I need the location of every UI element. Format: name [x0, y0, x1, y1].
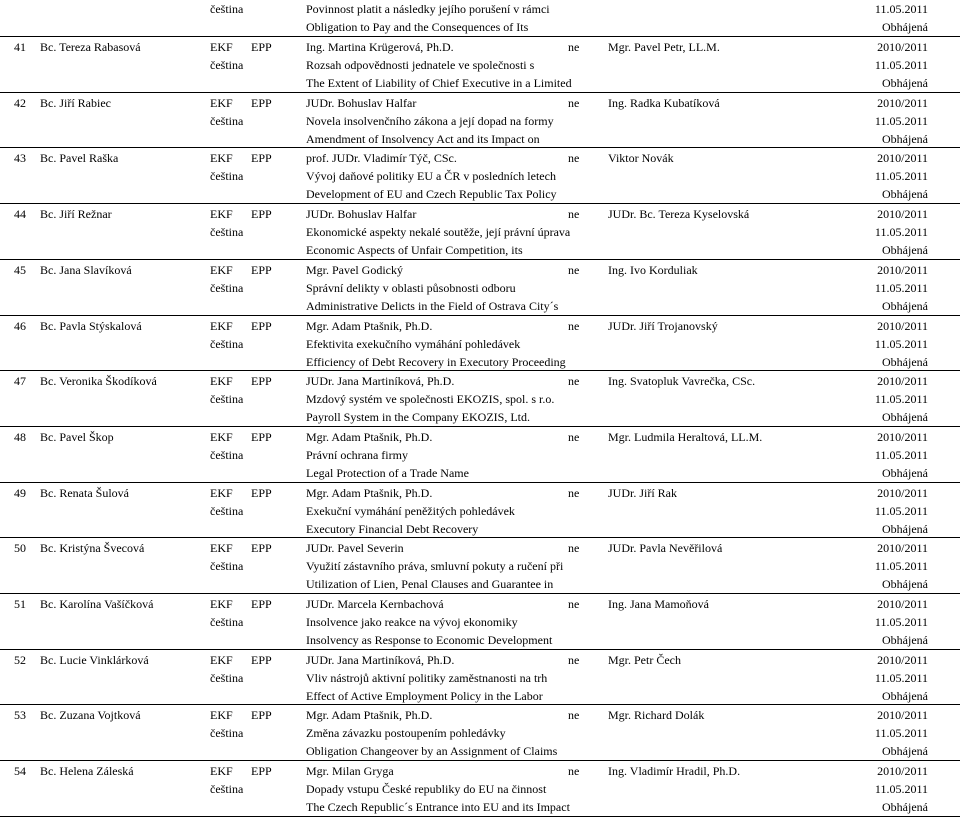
program: EPP: [251, 708, 272, 723]
thesis-title-cz: Mzdový systém ve společnosti EKOZIS, spol. s r.o.: [306, 392, 555, 407]
defense-result: Obhájená: [882, 410, 928, 425]
entry-row-title-en: [0, 631, 960, 649]
supervisor: JUDr. Bohuslav Halfar: [306, 207, 417, 222]
opponent: JUDr. Jiří Trojanovský: [608, 318, 718, 333]
student-name: Bc. Renata Šulová: [40, 485, 129, 500]
entry-number: 50: [14, 541, 26, 556]
defense-result: Obhájená: [882, 688, 928, 703]
program: EPP: [251, 485, 272, 500]
row-divider: [0, 649, 960, 650]
thesis-title-cz: Právní ochrana firmy: [306, 447, 408, 462]
row-divider: [0, 816, 960, 817]
entry-row-title-cz: [0, 557, 960, 575]
supervisor: JUDr. Jana Martiníková, Ph.D.: [306, 374, 455, 389]
flag-ne: ne: [568, 708, 580, 723]
language: čeština: [210, 670, 244, 685]
student-name: Bc. Jiří Rabiec: [40, 95, 111, 110]
supervisor: Mgr. Adam Ptašnik, Ph.D.: [306, 318, 433, 333]
flag-ne: ne: [568, 374, 580, 389]
faculty: EKF: [210, 40, 233, 54]
entry-row-title-en: [0, 408, 960, 426]
language: čeština: [210, 726, 244, 741]
defense-result: Obhájená: [882, 521, 928, 536]
entry-row-title-en: [0, 464, 960, 482]
academic-year: 2010/2011: [877, 485, 928, 500]
defense-result: Obhájená: [882, 354, 928, 369]
flag-ne: ne: [568, 429, 580, 444]
thesis-title-cz: Vývoj daňové politiky EU a ČR v posledních letech: [306, 169, 556, 184]
faculty: EKF: [210, 207, 233, 222]
flag-ne: ne: [568, 95, 580, 110]
supervisor: Mgr. Adam Ptašnik, Ph.D.: [306, 429, 433, 444]
opponent: Ing. Jana Mamoňová: [608, 597, 709, 611]
student-name: Bc. Tereza Rabasová: [40, 40, 141, 54]
entry-number: 52: [14, 652, 26, 667]
faculty: EKF: [210, 374, 233, 389]
thesis-title-cz: Insolvence jako reakce na vývoj ekonomiky: [306, 615, 518, 629]
supervisor: Ing. Martina Krügerová, Ph.D.: [306, 40, 454, 54]
row-divider: [0, 593, 960, 594]
thesis-title-en: Amendment of Insolvency Act and its Impact on: [306, 131, 540, 146]
student-name: Bc. Pavla Stýskalová: [40, 318, 142, 333]
faculty: EKF: [210, 541, 233, 556]
entry-row-title-cz: [0, 335, 960, 353]
flag-ne: ne: [568, 597, 580, 611]
top-row-lang: [0, 0, 960, 18]
faculty: EKF: [210, 262, 233, 277]
language: čeština: [210, 615, 244, 629]
entry-row-header: [0, 38, 960, 56]
entry-row-header: [0, 149, 960, 167]
faculty: EKF: [210, 485, 233, 500]
entry-row-title-en: [0, 575, 960, 593]
entry-number: 41: [14, 40, 26, 54]
entry-number: 46: [14, 318, 26, 333]
entry-number: 44: [14, 207, 26, 222]
flag-ne: ne: [568, 541, 580, 556]
entry-row-title-cz: [0, 112, 960, 130]
program: EPP: [251, 541, 272, 556]
entry-row-title-cz: [0, 390, 960, 408]
entry-row-header: [0, 205, 960, 223]
academic-year: 2010/2011: [877, 262, 928, 277]
thesis-title-cz: Povinnost platit a následky jejího porušení v rámci: [306, 2, 550, 16]
thesis-title-en: Economic Aspects of Unfair Competition, its: [306, 243, 523, 258]
defense-result: Obhájená: [882, 20, 928, 34]
row-divider: [0, 259, 960, 260]
supervisor: Mgr. Pavel Godický: [306, 262, 403, 277]
thesis-title-en: Administrative Delicts in the Field of Ostrava City´s: [306, 298, 559, 313]
entry-row-title-cz: [0, 724, 960, 742]
entry-number: 43: [14, 151, 26, 166]
row-divider: [0, 315, 960, 316]
student-name: Bc. Karolína Vašíčková: [40, 597, 154, 611]
supervisor: Mgr. Adam Ptašnik, Ph.D.: [306, 485, 433, 500]
program: EPP: [251, 597, 272, 611]
flag-ne: ne: [568, 262, 580, 277]
row-divider: [0, 203, 960, 204]
row-divider: [0, 760, 960, 761]
program: EPP: [251, 374, 272, 389]
entry-number: 42: [14, 95, 26, 110]
entry-row-title-en: [0, 353, 960, 371]
faculty: EKF: [210, 652, 233, 667]
program: EPP: [251, 95, 272, 110]
thesis-title-en: Obligation Changeover by an Assignment of Claims: [306, 744, 558, 759]
academic-year: 2010/2011: [877, 652, 928, 667]
entry-number: 48: [14, 429, 26, 444]
language: čeština: [210, 113, 244, 128]
row-divider: [0, 704, 960, 705]
defense-result: Obhájená: [882, 633, 928, 647]
entry-row-title-cz: [0, 167, 960, 185]
academic-year: 2010/2011: [877, 40, 928, 54]
defense-result: Obhájená: [882, 187, 928, 202]
program: EPP: [251, 207, 272, 222]
opponent: JUDr. Pavla Nevěřilová: [608, 541, 723, 556]
top-row-en: [0, 18, 960, 36]
entry-row-title-cz: [0, 279, 960, 297]
faculty: EKF: [210, 597, 233, 611]
academic-year: 2010/2011: [877, 597, 928, 611]
entry-number: 53: [14, 708, 26, 723]
flag-ne: ne: [568, 318, 580, 333]
entry-row-title-cz: [0, 669, 960, 687]
entry-row-title-en: [0, 297, 960, 315]
faculty: EKF: [210, 708, 233, 723]
thesis-title-cz: Novela insolvenčního zákona a její dopad na formy: [306, 113, 554, 128]
supervisor: JUDr. Pavel Severin: [306, 541, 404, 556]
row-divider: [0, 92, 960, 93]
flag-ne: ne: [568, 485, 580, 500]
opponent: Mgr. Pavel Petr, LL.M.: [608, 40, 720, 54]
defense-result: Obhájená: [882, 744, 928, 759]
flag-ne: ne: [568, 764, 580, 779]
thesis-title-en: Development of EU and Czech Republic Tax Policy: [306, 187, 557, 202]
thesis-title-en: Legal Protection of a Trade Name: [306, 465, 469, 480]
supervisor: Mgr. Adam Ptašnik, Ph.D.: [306, 708, 433, 723]
program: EPP: [251, 318, 272, 333]
entry-row-title-cz: [0, 56, 960, 74]
language: čeština: [210, 280, 244, 295]
academic-year: 2010/2011: [877, 207, 928, 222]
thesis-title-cz: Efektivita exekučního vymáhání pohledávek: [306, 336, 521, 351]
defense-date: 11.05.2011: [874, 2, 928, 16]
entry-row-header: [0, 94, 960, 112]
defense-date: 11.05.2011: [874, 392, 928, 407]
language: čeština: [210, 58, 244, 72]
defense-date: 11.05.2011: [874, 615, 928, 629]
thesis-title-cz: Exekuční vymáhání peněžitých pohledávek: [306, 503, 515, 518]
entry-number: 54: [14, 764, 26, 779]
opponent: JUDr. Jiří Rak: [608, 485, 677, 500]
program: EPP: [251, 429, 272, 444]
faculty: EKF: [210, 429, 233, 444]
thesis-title-en: Insolvency as Response to Economic Development: [306, 633, 553, 647]
opponent: Ing. Radka Kubatíková: [608, 95, 720, 110]
thesis-title-en: Payroll System in the Company EKOZIS, Ltd.: [306, 410, 530, 425]
defense-date: 11.05.2011: [874, 447, 928, 462]
entry-row-title-cz: [0, 223, 960, 241]
row-divider: [0, 482, 960, 483]
opponent: Mgr. Richard Dolák: [608, 708, 705, 723]
supervisor: prof. JUDr. Vladimír Týč, CSc.: [306, 151, 457, 166]
thesis-title-cz: Změna závazku postoupením pohledávky: [306, 726, 506, 741]
entry-number: 51: [14, 597, 26, 611]
program: EPP: [251, 151, 272, 166]
opponent: Ing. Svatopluk Vavrečka, CSc.: [608, 374, 756, 389]
entry-row-header: [0, 317, 960, 335]
faculty: EKF: [210, 764, 233, 779]
thesis-title-cz: Využití zástavního práva, smluvní pokuty a ručení při: [306, 559, 564, 574]
flag-ne: ne: [568, 151, 580, 166]
defense-result: Obhájená: [882, 298, 928, 313]
defense-date: 11.05.2011: [874, 503, 928, 518]
thesis-title-en: Obligation to Pay and the Consequences of Its: [306, 20, 529, 34]
opponent: Ing. Ivo Korduliak: [608, 262, 698, 277]
entry-row-header: [0, 484, 960, 502]
entry-row-title-cz: [0, 613, 960, 631]
student-name: Bc. Lucie Vinklárková: [40, 652, 149, 667]
defense-date: 11.05.2011: [874, 225, 928, 240]
supervisor: Mgr. Milan Gryga: [306, 764, 394, 779]
opponent: Mgr. Petr Čech: [608, 652, 681, 667]
entry-row-header: [0, 762, 960, 780]
entry-row-title-en: [0, 74, 960, 92]
flag-ne: ne: [568, 40, 580, 54]
defense-result: Obhájená: [882, 465, 928, 480]
defense-date: 11.05.2011: [874, 726, 928, 741]
defense-date: 11.05.2011: [874, 559, 928, 574]
entry-number: 47: [14, 374, 26, 389]
opponent: Ing. Vladimír Hradil, Ph.D.: [608, 764, 741, 779]
entry-row-header: [0, 651, 960, 669]
program: EPP: [251, 40, 272, 54]
row-divider: [0, 147, 960, 148]
language: čeština: [210, 782, 244, 797]
entry-row-title-en: [0, 130, 960, 148]
faculty: EKF: [210, 318, 233, 333]
language: čeština: [210, 559, 244, 574]
entry-number: 49: [14, 485, 26, 500]
language: čeština: [210, 225, 244, 240]
student-name: Bc. Zuzana Vojtková: [40, 708, 141, 723]
supervisor: JUDr. Bohuslav Halfar: [306, 95, 417, 110]
entry-row-title-en: [0, 687, 960, 705]
opponent: JUDr. Bc. Tereza Kyselovská: [608, 207, 750, 222]
academic-year: 2010/2011: [877, 95, 928, 110]
defense-date: 11.05.2011: [874, 169, 928, 184]
thesis-title-en: The Czech Republic´s Entrance into EU and its Impact: [306, 800, 570, 815]
faculty: EKF: [210, 151, 233, 166]
academic-year: 2010/2011: [877, 374, 928, 389]
opponent: Viktor Novák: [608, 151, 674, 166]
student-name: Bc. Pavel Raška: [40, 151, 119, 166]
entry-row-title-en: [0, 185, 960, 203]
row-divider: [0, 537, 960, 538]
defense-date: 11.05.2011: [874, 113, 928, 128]
supervisor: JUDr. Jana Martiníková, Ph.D.: [306, 652, 455, 667]
program: EPP: [251, 262, 272, 277]
thesis-title-en: Effect of Active Employment Policy in the Labor: [306, 688, 543, 703]
defense-date: 11.05.2011: [874, 336, 928, 351]
student-name: Bc. Pavel Škop: [40, 429, 114, 444]
program: EPP: [251, 652, 272, 667]
thesis-title-cz: Rozsah odpovědnosti jednatele ve společnosti s: [306, 58, 535, 72]
academic-year: 2010/2011: [877, 708, 928, 723]
defense-result: Obhájená: [882, 131, 928, 146]
thesis-title-en: Executory Financial Debt Recovery: [306, 521, 479, 536]
supervisor: JUDr. Marcela Kernbachová: [306, 597, 444, 611]
entry-row-title-en: [0, 520, 960, 538]
defense-date: 11.05.2011: [874, 670, 928, 685]
entry-row-header: [0, 706, 960, 724]
language: čeština: [210, 169, 244, 184]
student-name: Bc. Kristýna Švecová: [40, 541, 145, 556]
student-name: Bc. Veronika Škodíková: [40, 374, 157, 389]
academic-year: 2010/2011: [877, 429, 928, 444]
academic-year: 2010/2011: [877, 151, 928, 166]
defense-date: 11.05.2011: [874, 782, 928, 797]
defense-result: Obhájená: [882, 577, 928, 592]
thesis-title-cz: Vliv nástrojů aktivní politiky zaměstnanosti na trh: [306, 670, 548, 685]
academic-year: 2010/2011: [877, 764, 928, 779]
language: čeština: [210, 2, 244, 16]
language: čeština: [210, 503, 244, 518]
language: čeština: [210, 447, 244, 462]
student-name: Bc. Jiří Režnar: [40, 207, 112, 222]
entry-row-title-cz: [0, 502, 960, 520]
entry-number: 45: [14, 262, 26, 277]
row-divider: [0, 370, 960, 371]
defense-result: Obhájená: [882, 800, 928, 815]
program: EPP: [251, 764, 272, 779]
row-divider: [0, 36, 960, 37]
row-divider: [0, 426, 960, 427]
defense-result: Obhájená: [882, 76, 928, 90]
entry-row-title-en: [0, 798, 960, 816]
faculty: EKF: [210, 95, 233, 110]
thesis-title-en: Utilization of Lien, Penal Clauses and Guarantee in: [306, 577, 554, 592]
opponent: Mgr. Ludmila Heraltová, LL.M.: [608, 429, 763, 444]
entry-row-header: [0, 372, 960, 390]
student-name: Bc. Helena Záleská: [40, 764, 134, 779]
entry-row-title-cz: [0, 780, 960, 798]
defense-date: 11.05.2011: [874, 280, 928, 295]
entry-row-header: [0, 261, 960, 279]
entry-row-title-en: [0, 742, 960, 760]
entry-row-header: [0, 595, 960, 613]
thesis-title-cz: Ekonomické aspekty nekalé soutěže, její právní úprava: [306, 225, 571, 240]
language: čeština: [210, 392, 244, 407]
thesis-title-cz: Správní delikty v oblasti působnosti odboru: [306, 280, 516, 295]
entry-row-header: [0, 428, 960, 446]
entry-row-header: [0, 539, 960, 557]
thesis-title-cz: Dopady vstupu České republiky do EU na činnost: [306, 782, 547, 797]
entry-row-title-en: [0, 241, 960, 259]
academic-year: 2010/2011: [877, 318, 928, 333]
defense-result: Obhájená: [882, 243, 928, 258]
thesis-title-en: The Extent of Liability of Chief Executive in a Limited: [306, 76, 572, 90]
flag-ne: ne: [568, 207, 580, 222]
student-name: Bc. Jana Slavíková: [40, 262, 132, 277]
language: čeština: [210, 336, 244, 351]
thesis-title-en: Efficiency of Debt Recovery in Executory Proceeding: [306, 354, 566, 369]
flag-ne: ne: [568, 652, 580, 667]
academic-year: 2010/2011: [877, 541, 928, 556]
entry-row-title-cz: [0, 446, 960, 464]
defense-date: 11.05.2011: [874, 58, 928, 72]
